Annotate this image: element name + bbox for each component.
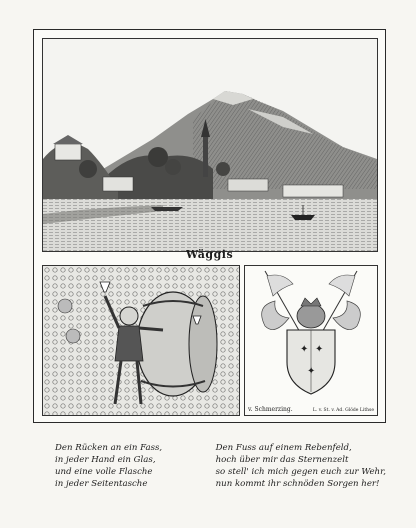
lithograph-plate — [33, 29, 386, 423]
verse-left-line: in jeder Seitentasche — [55, 479, 148, 489]
verse-left-line: Den Rücken an ein Fass, — [55, 443, 163, 453]
verse-block — [55, 442, 386, 490]
bottom-right-caption: v. Schmerzing. — [248, 406, 293, 413]
printer-credit: L. v. St. v. Ad. Glöde Lithse — [312, 408, 374, 413]
vintner-drawing — [43, 266, 239, 415]
verse-left-line: und eine volle Flasche — [55, 467, 153, 477]
svg-text:✦: ✦ — [307, 366, 316, 377]
verse-right-line: hoch über mir das Sternenzelt — [215, 455, 349, 465]
verse-left — [55, 442, 162, 490]
coat-of-arms-drawing — [245, 266, 377, 415]
top-caption: Wäggis — [185, 248, 234, 261]
verse-left-line: in jeder Hand ein Glas, — [55, 455, 156, 465]
landscape-illustration — [42, 38, 378, 252]
vintner-illustration — [42, 265, 240, 416]
landscape-drawing — [43, 39, 377, 251]
verse-right-line: Den Fuss auf einem Rebenfeld, — [215, 443, 352, 453]
credit-line — [248, 406, 374, 413]
verse-right-line: nun kommt ihr schnöden Sorgen her! — [215, 479, 380, 489]
svg-text:✦: ✦ — [315, 344, 324, 355]
verse-right-line: so stell' ich mich gegen euch zur Wehr, — [215, 467, 386, 477]
coat-of-arms-illustration — [244, 265, 378, 416]
verse-right — [216, 442, 386, 490]
svg-text:✦: ✦ — [300, 344, 309, 355]
